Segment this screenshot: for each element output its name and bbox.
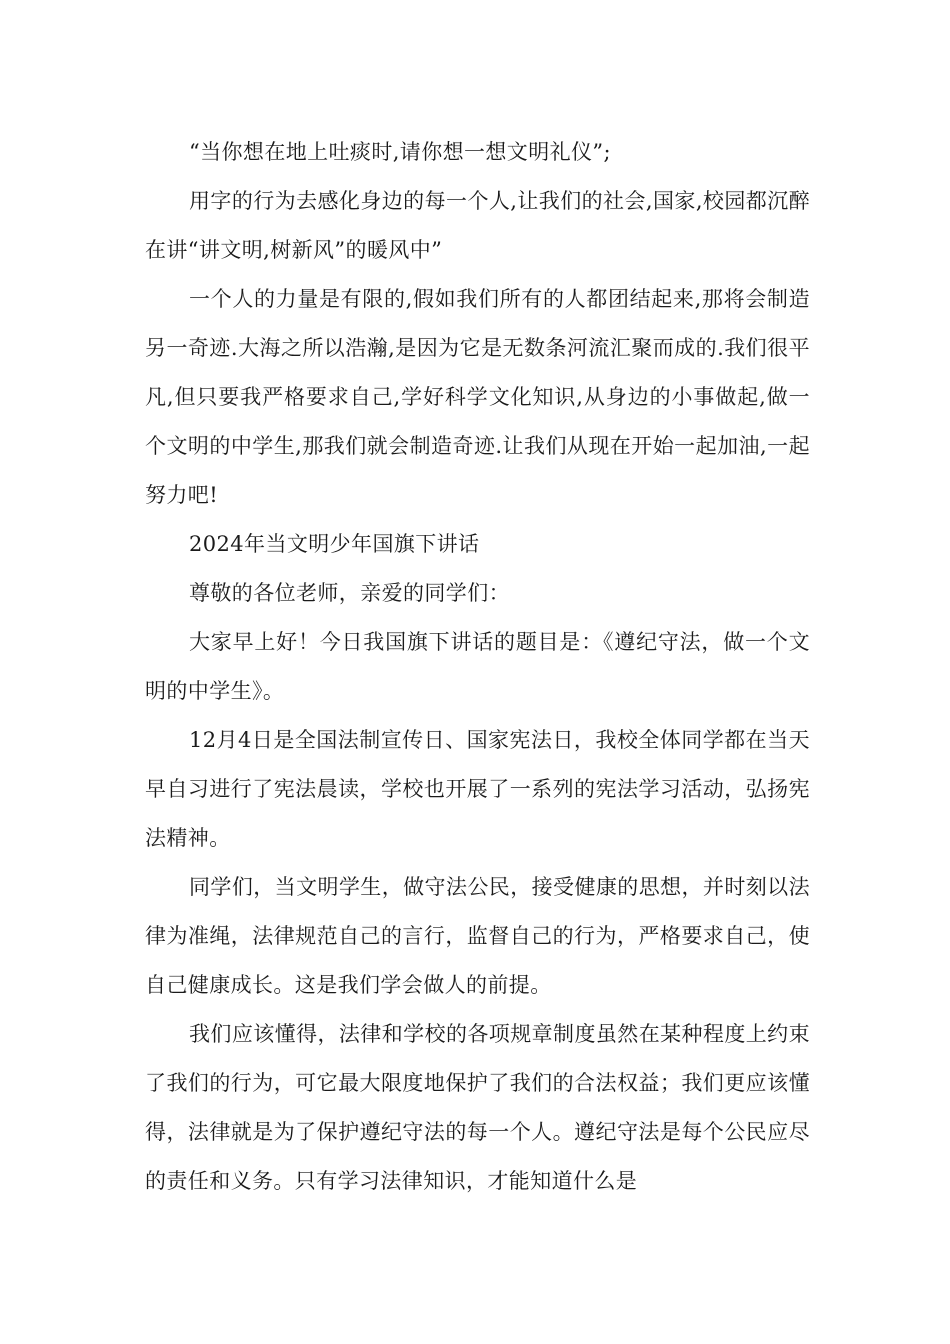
paragraph: 我们应该懂得，法律和学校的各项规章制度虽然在某种程度上约束了我们的行为，可它最大限度地保护了我们的合法权益；我们更应该懂得，法律就是为了保护遵纪守法的每一个人。遵纪守法是每个公民应尽的责任和义务。只有学习法律知识，才能知道什么是 [145,1022,810,1193]
paragraph: “当你想在地上吐痰时,请你想一想文明礼仪”; [189,140,612,164]
paragraph: 12月4日是全国法制宣传日、国家宪法日，我校全体同学都在当天早自习进行了宪法晨读，学校也开展了一系列的宪法学习活动，弘扬宪法精神。 [145,728,810,850]
salutation: 尊敬的各位老师，亲爱的同学们： [189,581,510,605]
document-body [145,128,810,1206]
paragraph: 一个人的力量是有限的,假如我们所有的人都团结起来,那将会制造另一奇迹.大海之所以浩瀚,是因为它是无数条河流汇聚而成的.我们很平凡,但只要我严格要求自己,学好科学文化知识,从身边的小事做起,做一个文明的中学生,那我们就会制造奇迹.让我们从现在开始一起加油,一起努力吧! [145,287,810,507]
paragraph: 同学们，当文明学生，做守法公民，接受健康的思想，并时刻以法律为准绳，法律规范自己的言行，监督自己的行为，严格要求自己，使自己健康成长。这是我们学会做人的前提。 [145,875,810,997]
paragraph: 用字的行为去感化身边的每一个人,让我们的社会,国家,校园都沉醉在讲“讲文明,树新风”的暖风中” [145,189,810,262]
paragraph: 大家早上好！今日我国旗下讲话的题目是：《遵纪守法，做一个文明的中学生》。 [145,630,810,703]
section-title: 2024年当文明少年国旗下讲话 [189,532,480,556]
